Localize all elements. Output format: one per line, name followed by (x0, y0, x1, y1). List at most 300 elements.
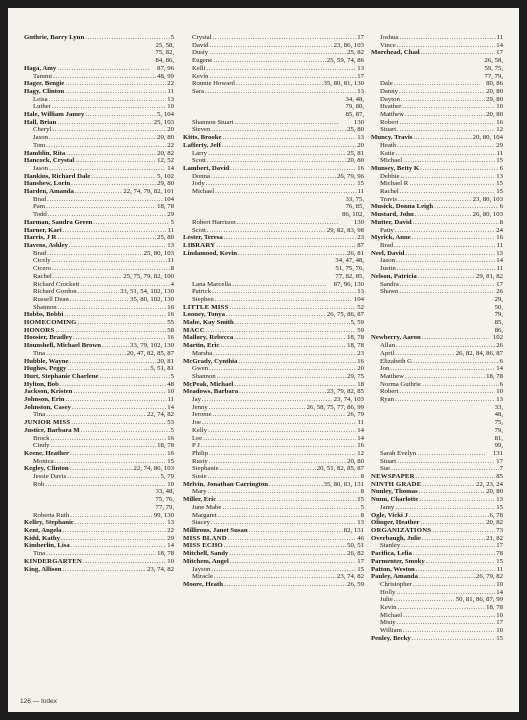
dot-leader (71, 180, 156, 188)
entry-name: Jason (33, 134, 48, 142)
dot-leader (213, 350, 356, 358)
entry-name: Millirons, Janet Susan (183, 527, 248, 534)
index-entry (183, 427, 364, 435)
dot-leader (399, 288, 495, 296)
entry-name: ORGANIZATIONS (371, 527, 432, 534)
index-entry (371, 504, 503, 512)
entry-name: Hager, Bengie (24, 80, 65, 88)
index-entry (183, 542, 364, 550)
entry-name: NINTH GRADE (371, 480, 422, 488)
entry-pages: 52 (357, 303, 364, 311)
dot-leader (213, 411, 347, 419)
dot-leader (395, 504, 495, 512)
dot-leader (67, 473, 159, 481)
dot-leader (420, 165, 498, 173)
index-entry (371, 566, 503, 574)
index-entry (371, 42, 503, 50)
index-entry (183, 250, 364, 258)
entry-name: Todd (33, 211, 47, 219)
dot-leader (224, 542, 346, 550)
dot-leader (419, 496, 495, 504)
index-entry (371, 103, 503, 111)
dot-leader (396, 342, 495, 350)
index-entry (183, 481, 364, 489)
dot-leader (222, 504, 359, 512)
entry-pages: 85 (496, 473, 503, 481)
entry-name: Hobbs, Bobbi (24, 311, 64, 319)
entry-name: Mitchell, Sandy (183, 550, 229, 558)
index-entry (24, 273, 174, 281)
entry-name: Harris, J R (24, 234, 57, 242)
entry-pages: 35, 80, 102, 130 (130, 295, 174, 303)
entry-name: Miracle (192, 573, 213, 581)
index-entry (371, 126, 503, 134)
dot-leader (63, 227, 167, 235)
dot-leader (215, 296, 353, 304)
entry-pages: 23, 74, 82 (337, 573, 364, 581)
index-entry (24, 373, 174, 381)
index-entry (371, 49, 503, 57)
index-entry (183, 34, 364, 42)
index-page (8, 8, 519, 712)
entry-name: Pacifica, Lelia (371, 550, 412, 558)
dot-leader (202, 396, 333, 404)
index-entry (183, 180, 364, 188)
entry-name: Johnson, Erin (24, 396, 65, 404)
index-entry (183, 442, 364, 450)
entry-name: Lester, Teresa (183, 234, 223, 242)
entry-pages: 6 (499, 203, 503, 211)
dot-leader (232, 281, 326, 289)
entry-pages: 12, 52 (157, 157, 174, 165)
entry-pages: 29 (167, 534, 174, 542)
index-entry (183, 42, 364, 50)
index-entry (24, 296, 174, 304)
dot-leader (66, 396, 167, 404)
dot-leader (249, 527, 343, 535)
entry-pages: 20, 80 (347, 157, 364, 165)
entry-name: Sue (380, 465, 391, 473)
entry-pages: 16 (357, 442, 364, 450)
entry-name: Allan (380, 342, 395, 350)
dot-leader (230, 165, 356, 173)
index-entry (371, 203, 503, 211)
index-entry (24, 304, 174, 312)
dot-leader (224, 234, 357, 242)
index-entry (24, 311, 174, 319)
entry-pages: 16 (496, 118, 503, 126)
entry-pages: 5, 79 (160, 473, 174, 481)
entry-pages: 17 (496, 542, 503, 550)
dot-leader (63, 527, 167, 535)
entry-name: Stuart (380, 126, 397, 134)
dot-leader (207, 227, 326, 235)
index-entry (371, 150, 503, 158)
dot-leader (421, 519, 486, 527)
entry-pages: 22 (167, 527, 174, 534)
dot-leader (211, 566, 356, 574)
index-entry (24, 134, 174, 142)
index-entry (371, 396, 503, 404)
entry-pages: 13 (496, 396, 503, 404)
dot-leader (75, 519, 166, 527)
entry-name: Nunn, Charlotte (371, 496, 419, 504)
dot-leader (67, 365, 149, 373)
entry-name: Mary (192, 488, 207, 496)
index-entry (371, 180, 503, 188)
dot-leader (230, 558, 357, 566)
index-entry (24, 319, 174, 327)
index-entry (24, 219, 174, 227)
dot-leader (422, 535, 485, 543)
entry-name: Guthrie, Barry Lynn (24, 34, 85, 41)
entry-name: Hancock, Crystal (24, 157, 75, 165)
entry-name: Jamy (380, 503, 395, 511)
entry-name: Rachel (380, 188, 399, 196)
entry-pages: 10 (167, 557, 174, 565)
entry-name: Kelli (192, 64, 206, 72)
index-entry (24, 196, 174, 204)
dot-leader (52, 265, 170, 273)
entry-name: Hubble, Wayne (24, 357, 69, 365)
entry-name: McPeak, Michael (183, 380, 234, 388)
index-entry (371, 550, 503, 558)
entry-name: Susie (192, 473, 207, 481)
entry-pages: 13 (167, 519, 174, 527)
dot-leader (70, 450, 166, 458)
entry-name: Kegley, Clinton (24, 465, 69, 473)
entry-pages: 29, 80 (157, 180, 174, 188)
dot-leader (416, 566, 496, 574)
entry-name: Richard Crockett (33, 280, 80, 288)
index-entry (183, 65, 364, 73)
entry-name: Tom (33, 141, 46, 149)
entry-pages: 10 (496, 627, 503, 635)
entry-name: Neel, David (371, 249, 405, 257)
entry-name: Hankins, Richard Dale (24, 172, 91, 180)
dot-leader (52, 126, 166, 134)
entry-name: Michael (380, 157, 403, 165)
dot-leader (208, 473, 360, 481)
dot-leader (207, 65, 357, 73)
index-entry (183, 334, 364, 342)
index-entry (24, 542, 174, 550)
entry-pages: 23, 86, 103 (333, 41, 364, 49)
dot-leader (409, 512, 489, 520)
index-entry (24, 435, 174, 443)
entry-name: MISS ECHO (183, 542, 223, 550)
index-entry (183, 126, 364, 134)
entry-pages: 14 (496, 257, 503, 265)
entry-name: Stephen (192, 295, 214, 303)
entry-pages: 10 (167, 388, 174, 396)
index-entry (24, 142, 174, 150)
entry-pages: 53 (167, 419, 174, 427)
index-entry (183, 327, 364, 335)
dot-leader (397, 126, 495, 134)
entry-pages: 34, 48, 79, 80, 85, 87, 130 (345, 95, 364, 126)
entry-name: Rachel (33, 272, 52, 280)
index-entry (24, 211, 174, 219)
entry-pages: 13 (496, 496, 503, 504)
entry-name: Luther (33, 103, 51, 111)
dot-leader (401, 96, 485, 104)
entry-pages: 10 (496, 580, 503, 588)
page-footer: 126 — Index (20, 698, 57, 705)
entry-name: Looney, Tonya (183, 311, 226, 319)
entry-pages: 14 (167, 542, 174, 550)
dot-leader (415, 211, 472, 219)
entry-name: HONORS (24, 326, 55, 334)
entry-pages: 12 (357, 449, 364, 457)
index-entry (371, 581, 503, 589)
entry-name: Lafferty, Jeff (183, 141, 221, 149)
dot-leader (91, 173, 156, 181)
entry-name: Jason (380, 257, 395, 265)
index-entry (183, 504, 364, 512)
entry-pages: 15 (357, 565, 364, 573)
entry-pages: 20, 51, 82, 85, 87 (316, 465, 364, 473)
index-entry (183, 527, 364, 535)
entry-name: Julie (380, 596, 393, 604)
index-entry (183, 196, 364, 227)
dot-leader (58, 304, 167, 312)
dot-leader (394, 80, 481, 88)
entry-name: Leisa (33, 95, 48, 103)
entry-name: Jenny (192, 403, 208, 411)
index-entry (24, 488, 174, 519)
index-column-3 (371, 34, 503, 643)
index-entry (24, 566, 174, 574)
entry-name: Norma Guthrie (380, 380, 422, 388)
index-entry (24, 381, 174, 389)
entry-pages: 22 (167, 80, 174, 88)
index-entry (24, 396, 174, 404)
dot-leader (269, 481, 323, 489)
dot-leader (209, 450, 356, 458)
index-entry (371, 142, 503, 150)
index-entry (183, 288, 364, 296)
index-entry (183, 373, 364, 381)
index-entry (24, 80, 174, 88)
entry-pages: 20, 82 (157, 149, 174, 157)
dot-leader (213, 34, 357, 42)
entry-name: Munsey, Betty K (371, 164, 420, 172)
index-entry (24, 73, 174, 81)
entry-name: Kimberlin, Lisa (24, 542, 70, 550)
entry-name: Marsha (192, 349, 213, 357)
entry-name: Shannon Stuart (192, 118, 234, 126)
entry-name: Heather (380, 103, 402, 111)
index-entry (183, 157, 364, 165)
entry-pages: 13 (357, 288, 364, 296)
entry-pages: 20 (357, 365, 364, 373)
dot-leader (47, 250, 143, 258)
index-entry (24, 404, 174, 412)
entry-pages: 20, 82 (486, 519, 503, 527)
entry-pages: 11 (496, 34, 503, 41)
entry-name: Eugene (192, 57, 213, 65)
dot-leader (48, 211, 166, 219)
index-entry (24, 234, 174, 242)
entry-pages: 33, 79, 102, 130 (130, 342, 174, 350)
dot-leader (399, 388, 495, 396)
entry-name: Haga, Amy (24, 64, 57, 72)
dot-leader (52, 257, 167, 265)
entry-name: Russell Dean (33, 295, 69, 303)
entry-name: Stacey (192, 519, 210, 527)
index-entry (371, 88, 503, 96)
index-entry (24, 327, 174, 335)
index-entry (24, 481, 174, 489)
entry-name: Muncy, Travis (371, 134, 413, 142)
entry-pages: 10 (496, 103, 503, 111)
index-entry (24, 288, 174, 296)
entry-name: Hughes, Peggy (24, 365, 67, 373)
index-entry (24, 250, 174, 258)
entry-pages: 25, 59, 74, 86 (326, 57, 364, 65)
entry-pages: 10 (496, 388, 503, 396)
dot-leader (398, 604, 486, 612)
dot-leader (239, 388, 326, 396)
index-entry (183, 88, 364, 96)
entry-pages: 16 (167, 334, 174, 342)
entry-pages: 26, 81 (347, 249, 364, 257)
dot-leader (57, 234, 156, 242)
entry-name: Kidd, Kathy (24, 534, 61, 542)
entry-name: Parmenter, Smoky (371, 557, 425, 565)
index-entry (183, 566, 364, 574)
entry-pages: 13 (167, 241, 174, 249)
dot-leader (434, 203, 499, 211)
index-entry (183, 558, 364, 566)
entry-name: Larry (192, 149, 207, 157)
dot-leader (218, 512, 360, 520)
dot-leader (413, 581, 495, 589)
dot-leader (234, 381, 356, 389)
entry-name: Kelley, Stephanic (24, 519, 74, 527)
dot-leader (211, 519, 356, 527)
index-entry (371, 596, 503, 604)
entry-pages: 20, 80 (157, 134, 174, 142)
dot-leader (78, 319, 167, 327)
dot-leader (390, 365, 495, 373)
dot-leader (53, 73, 156, 81)
entry-name: Justice, Barbara M (24, 426, 80, 434)
index-column-1 (24, 34, 174, 573)
entry-pages: 34, 47, 48, 51, 75, 76, 77, 82, 85, 87, 96, 130 (333, 257, 364, 288)
entry-pages: 82, 131 (343, 527, 364, 534)
index-entry (183, 365, 364, 373)
entry-name: Richard Gordon (33, 288, 77, 296)
entry-pages: 5, 59 (350, 319, 364, 327)
entry-name: MISS BLAND (183, 534, 227, 542)
entry-pages: 10 (496, 611, 503, 619)
entry-name: Ronnie Howard (192, 80, 235, 88)
dot-leader (64, 311, 166, 319)
entry-name: Kevin (380, 604, 397, 612)
entry-name: Mallory, Rebecca (183, 334, 234, 342)
entry-pages: 15 (496, 157, 503, 165)
entry-name: Keene, Heather (24, 449, 69, 457)
entry-name: Dale (380, 80, 393, 88)
dot-leader (399, 34, 495, 42)
dot-leader (419, 573, 475, 581)
index-entry (183, 550, 364, 558)
index-entry (24, 173, 174, 181)
index-entry (183, 396, 364, 404)
entry-pages: 26, 79 (347, 411, 364, 419)
dot-leader (71, 419, 166, 427)
entry-name: Harner, Kari (24, 226, 62, 234)
entry-name: Heath (380, 141, 397, 149)
dot-leader (55, 327, 166, 335)
entry-pages: 10 (167, 480, 174, 488)
dot-leader (398, 196, 472, 204)
dot-leader (413, 219, 499, 227)
dot-leader (70, 465, 133, 473)
index-entry (24, 419, 174, 427)
entry-pages: 26, 82, 84, 86, 87 (455, 349, 503, 357)
dot-leader (422, 381, 499, 389)
dot-leader (395, 227, 495, 235)
dot-leader (216, 242, 356, 250)
index-entry (24, 527, 174, 535)
entry-name: Jon (380, 365, 390, 373)
dot-leader (75, 157, 156, 165)
index-entry (24, 550, 174, 558)
entry-name: Miller, Eric (183, 496, 217, 504)
index-column-2 (183, 34, 364, 589)
index-entry (24, 126, 174, 134)
index-entry (183, 173, 364, 181)
dot-leader (220, 342, 346, 350)
dot-leader (238, 358, 356, 366)
dot-leader (401, 542, 495, 550)
entry-name: Overbaugh, Julie (371, 534, 421, 542)
dot-leader (396, 150, 496, 158)
entry-name: Scott (192, 226, 206, 234)
entry-pages: 8 (499, 218, 503, 226)
index-entry (371, 512, 503, 520)
entry-pages: 29, 82, 83, 98 (326, 226, 364, 234)
entry-name: Misty (380, 619, 396, 627)
dot-leader (85, 34, 169, 42)
entry-pages: 5 (170, 372, 174, 380)
entry-name: Lambert, David (183, 164, 230, 172)
entry-pages: 26, 79, 96 (337, 172, 364, 180)
entry-name: Jason (33, 164, 48, 172)
entry-name: Jody (192, 180, 205, 188)
entry-name: Nunley, Thomas (371, 488, 418, 496)
entry-name: Sara (192, 87, 204, 95)
dot-leader (412, 234, 496, 242)
entry-pages: 17 (496, 49, 503, 57)
entry-pages: 17 (496, 457, 503, 465)
entry-name: Hall, Brian (24, 118, 57, 126)
dot-leader (47, 196, 163, 204)
entry-pages: 10 (167, 103, 174, 111)
entry-pages: 59 (357, 326, 364, 334)
index-entry (371, 157, 503, 165)
index-entry (183, 142, 364, 150)
entry-name: Cicely (33, 257, 51, 265)
dot-leader (209, 49, 346, 57)
dot-leader (209, 365, 356, 373)
index-entry (183, 519, 364, 527)
index-entry (183, 465, 364, 473)
entry-pages: 20 (167, 126, 174, 134)
